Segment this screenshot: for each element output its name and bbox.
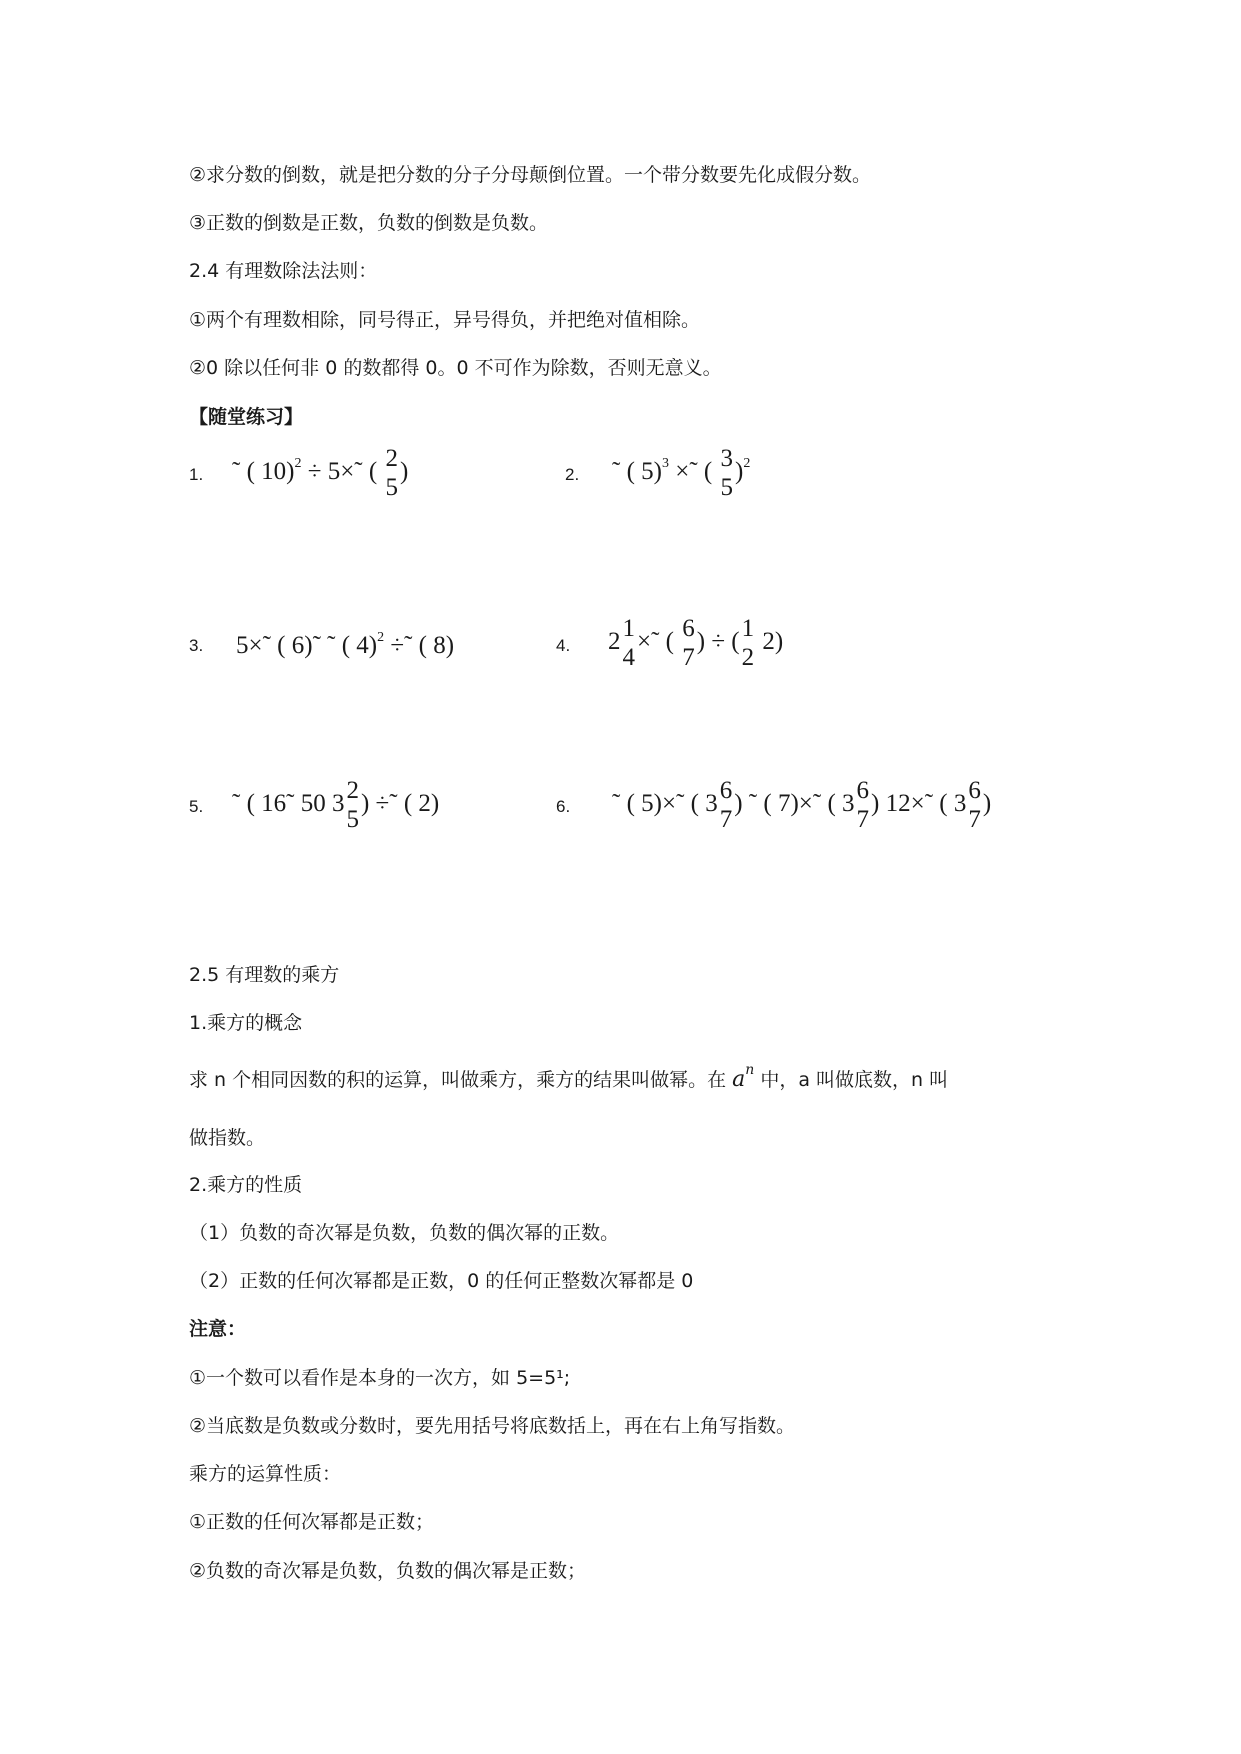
section-2-5-heading: 2.5 有理数的乘方 <box>189 964 340 986</box>
property-1: （1）负数的奇次幂是负数，负数的偶次幂的正数。 <box>189 1222 620 1244</box>
exercise-1-number: 1. <box>189 465 204 484</box>
note-title: 注意： <box>189 1318 247 1340</box>
reciprocal-rule-2: ②求分数的倒数，就是把分数的分子分母颠倒位置。一个带分数要先化成假分数。 <box>189 164 872 186</box>
exercise-5-number: 5. <box>189 797 204 816</box>
exercise-6-number: 6. <box>556 797 571 816</box>
division-rule-2: ②0 除以任何非 0 的数都得 0。0 不可作为除数，否则无意义。 <box>189 357 722 379</box>
note-1: ①一个数可以看作是本身的一次方，如 5=5¹; <box>189 1367 571 1389</box>
note-2: ②当底数是负数或分数时，要先用括号将底数括上，再在右上角写指数。 <box>189 1415 796 1437</box>
division-rule-1: ①两个有理数相除，同号得正，异号得负，并把绝对值相除。 <box>189 309 701 331</box>
exercise-4-expression: 2 1 4 ×˜ ( 6 7 ) ÷ ( 1 2 2) <box>608 615 784 671</box>
exercise-3-expression: 5×˜ ( 6)˜ ˜ ( 4)$^2$ ÷˜ ( 8) <box>236 630 455 659</box>
exercise-4-number: 4. <box>556 636 571 655</box>
operation-property-2: ②负数的奇次幂是负数，负数的偶次幂是正数； <box>189 1560 587 1582</box>
concept-paragraph: 求 n 个相同因数的积的运算，叫做乘方，乘方的结果叫做幂。在 $a^n$ 中，a 叫做底数，n 叫 <box>189 1062 949 1092</box>
concept-title: 1.乘方的概念 <box>189 1012 303 1034</box>
exercise-3-number: 3. <box>189 636 204 655</box>
exercise-2-expression: ˜ ( 5)$^3$ ×˜ ( 3 5 )$^2$ <box>612 445 751 501</box>
power-expression: $a^n$ <box>732 1062 755 1092</box>
reciprocal-rule-3: ③正数的倒数是正数，负数的倒数是负数。 <box>189 212 549 234</box>
exercise-2-number: 2. <box>565 465 580 484</box>
practice-heading: 【随堂练习】 <box>189 406 304 428</box>
exercise-5-expression: ˜ ( 16˜ 50 3 2 5 ) ÷˜ ( 2) <box>232 777 440 833</box>
properties-title: 2.乘方的性质 <box>189 1174 303 1196</box>
exercise-1-expression: ˜ ( 10)$^2$ ÷ 5×˜ ( 2 5 ) <box>232 445 409 501</box>
section-2-4-heading: 2.4 有理数除法法则： <box>189 260 378 282</box>
operation-property-1: ①正数的任何次幂都是正数； <box>189 1511 435 1533</box>
concept-paragraph-cont: 做指数。 <box>189 1127 266 1149</box>
exercise-6-expression: ˜ ( 5)×˜ ( 3 6 7 ) ˜ ( 7)×˜ ( 3 6 7 ) 12×˜ ( 3 6 7 ) <box>612 777 992 833</box>
operation-properties-title: 乘方的运算性质： <box>189 1463 342 1485</box>
property-2: （2）正数的任何次幂都是正数，0 的任何正整数次幂都是 0 <box>189 1270 694 1292</box>
